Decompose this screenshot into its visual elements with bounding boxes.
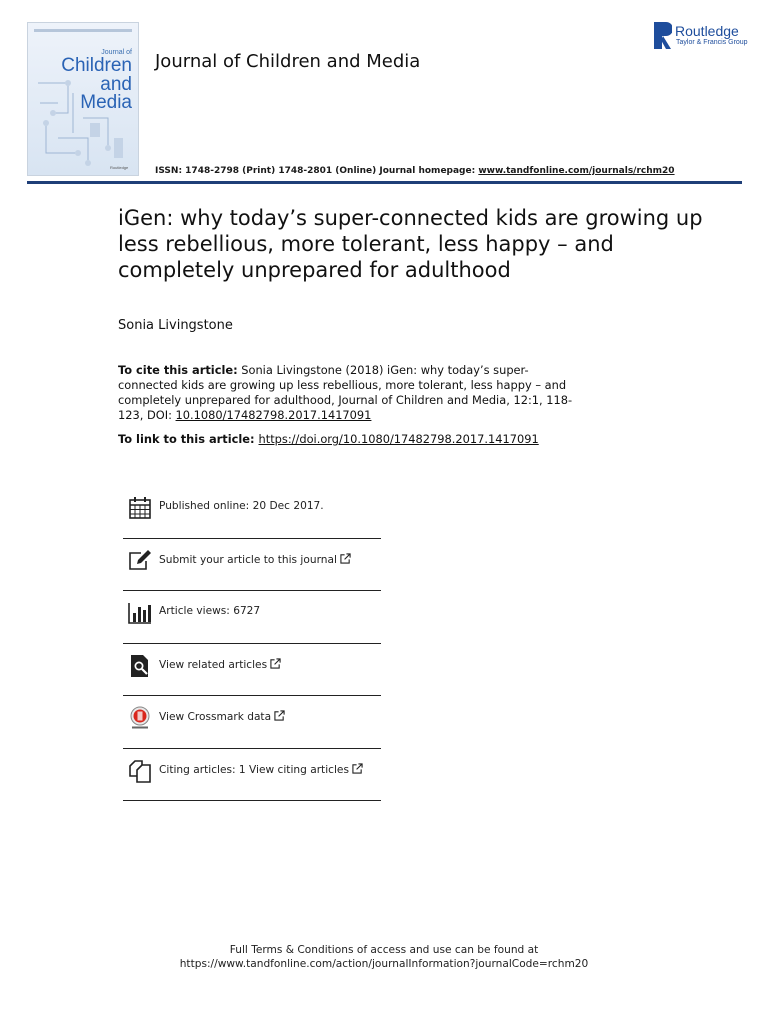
article-title: iGen: why today’s super-connected kids are growing up less rebellious, more tolerant, less happy – and completely unprepared for adulthood [118,206,703,282]
cover-title-media: Media [80,92,132,113]
citation-block [118,363,588,423]
citing-icon [128,759,152,783]
journal-title: Journal of Children and Media [155,51,421,72]
info-item-related[interactable] [123,644,381,697]
link-block [118,432,539,446]
calendar-icon [128,496,152,520]
crossmark-icon [128,706,152,730]
cover-title-children: Children [61,55,132,76]
external-link-icon [270,658,281,669]
link-label: To link to this article: [118,432,259,446]
cite-label: To cite this article: [118,363,238,377]
footer-terms-url[interactable]: https://www.tandfonline.com/action/journalInformation?journalCode=rchm20 [179,958,589,970]
published-online-text: Published online: 20 Dec 2017. [159,500,324,512]
related-articles-label: View related articles [159,658,268,671]
crossmark-link[interactable] [159,710,285,723]
header-divider [27,181,742,184]
related-articles-link[interactable] [159,658,281,671]
article-author: Sonia Livingstone [118,318,233,333]
citing-articles-label: Citing articles: 1 View citing articles [159,763,349,776]
journal-homepage-link[interactable]: www.tandfonline.com/journals/rchm20 [478,166,675,176]
cover-publisher: Routledge [110,165,129,170]
publisher-name: Routledge [675,23,739,39]
submit-article-link[interactable] [159,553,351,566]
issn-line [155,166,675,176]
external-link-icon [340,553,351,564]
info-item-published [123,486,381,539]
footer-terms-text: Full Terms & Conditions of access and use can be found at [229,944,539,956]
search-document-icon [128,654,152,678]
bar-chart-icon [128,601,152,625]
footer [0,943,768,971]
article-views-text: Article views: 6727 [159,605,261,617]
submit-article-label: Submit your article to this journal [159,553,337,566]
info-item-submit[interactable] [123,539,381,592]
cite-doi-link[interactable]: 10.1080/17482798.2017.1417091 [175,408,372,422]
external-link-icon [274,710,285,721]
journal-cover-image [27,22,139,176]
crossmark-label: View Crossmark data [159,711,272,723]
article-info-list [123,486,381,801]
external-link-icon [352,763,363,774]
cover-journal-of: Journal of [101,49,132,56]
issn-text: ISSN: 1748-2798 (Print) 1748-2801 (Online) Journal homepage: [155,166,479,176]
doi-link[interactable]: https://doi.org/10.1080/17482798.2017.1417091 [258,432,539,446]
cover-title-and: and [100,74,132,95]
publisher-subtitle: Taylor & Francis Group [676,39,748,46]
info-item-crossmark[interactable] [123,696,381,749]
routledge-logo-icon [654,22,672,49]
edit-icon [128,549,152,573]
cite-text: Sonia Livingstone (2018) iGen: why today’s super-connected kids are growing up less rebellious, more tolerant, less happy – and completely unprepared for adulthood, Journal of Children and Media, 12:1, 118-123, DOI: [118,363,573,422]
citing-articles-link[interactable] [159,763,363,776]
info-item-citing[interactable] [123,749,381,802]
info-item-views [123,591,381,644]
